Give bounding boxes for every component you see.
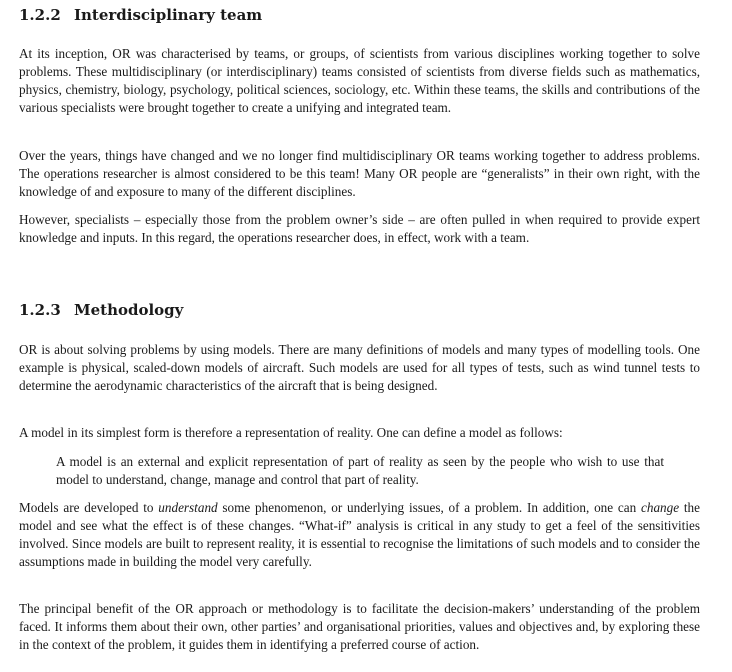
paragraph: A model in its simplest form is therefore a representation of reality. One can define a model as follows: — [19, 425, 563, 440]
definition-quote: A model is an external and explicit representation of part of reality as seen by the people who wish to use that model to understand, change, manage and control that part of reality. — [56, 454, 664, 487]
section-heading-1-2-3 — [19, 301, 183, 319]
paragraph: At its inception, OR was characterised by teams, or groups, of scientists from various disciplines working together to solve problems. These multidisciplinary (or interdisciplinary) teams consisted of scientists from diverse fields such as mathematics, physics, chemistry, biology, psychology, political sciences, sociology, etc. Within these teams, the skills and contributions of the various specialists were brought together to create a unifying and integrated team. — [19, 46, 700, 115]
paragraph: OR is about solving problems by using models. There are many definitions of models and many types of modelling tools. One example is physical, scaled-down models of aircraft. Such models are used for all types of tests, such as wind tunnel tests to determine the aerodynamic characteristics of the aircraft that is being designed. — [19, 342, 700, 393]
text-run: Models are developed to — [19, 500, 159, 515]
emphasis-understand: understand — [158, 500, 218, 515]
section-number: 1.2.3 — [19, 301, 61, 319]
section-title: Methodology — [74, 301, 184, 319]
text-run: some phenomenon, or underlying issues, of a problem. In addition, one can — [217, 500, 641, 515]
text-run: the model and see what the effect is of these changes. “What-if” analysis is critical in any study to get a feel of the sensitivities involved. Since models are built to represent reality, it is essential to recognise the limitations of such models and to consider the assumptions made in building the model very carefully. — [19, 500, 700, 569]
section-number: 1.2.2 — [19, 6, 61, 24]
paragraph — [19, 499, 700, 571]
section-title: Interdisciplinary team — [74, 6, 263, 24]
paragraph: However, specialists – especially those from the problem owner’s side – are often pulled in when required to provide expert knowledge and inputs. In this regard, the operations researcher does, in effect, work with a team. — [19, 212, 700, 245]
paragraph: The principal benefit of the OR approach or methodology is to facilitate the decision-makers’ understanding of the problem faced. It informs them about their own, other parties’ and organisational priorities, values and objectives and, by exploring these in the context of the problem, it guides them in identifying a preferred course of action. — [19, 601, 700, 652]
section-heading-1-2-2 — [19, 6, 262, 24]
emphasis-change: change — [641, 500, 680, 515]
paragraph: Over the years, things have changed and we no longer find multidisciplinary OR teams working together to address problems. The operations researcher is almost considered to be this team! Many OR people are “generalists” in their own right, with the knowledge of and exposure to many of the different disciplines. — [19, 148, 700, 199]
